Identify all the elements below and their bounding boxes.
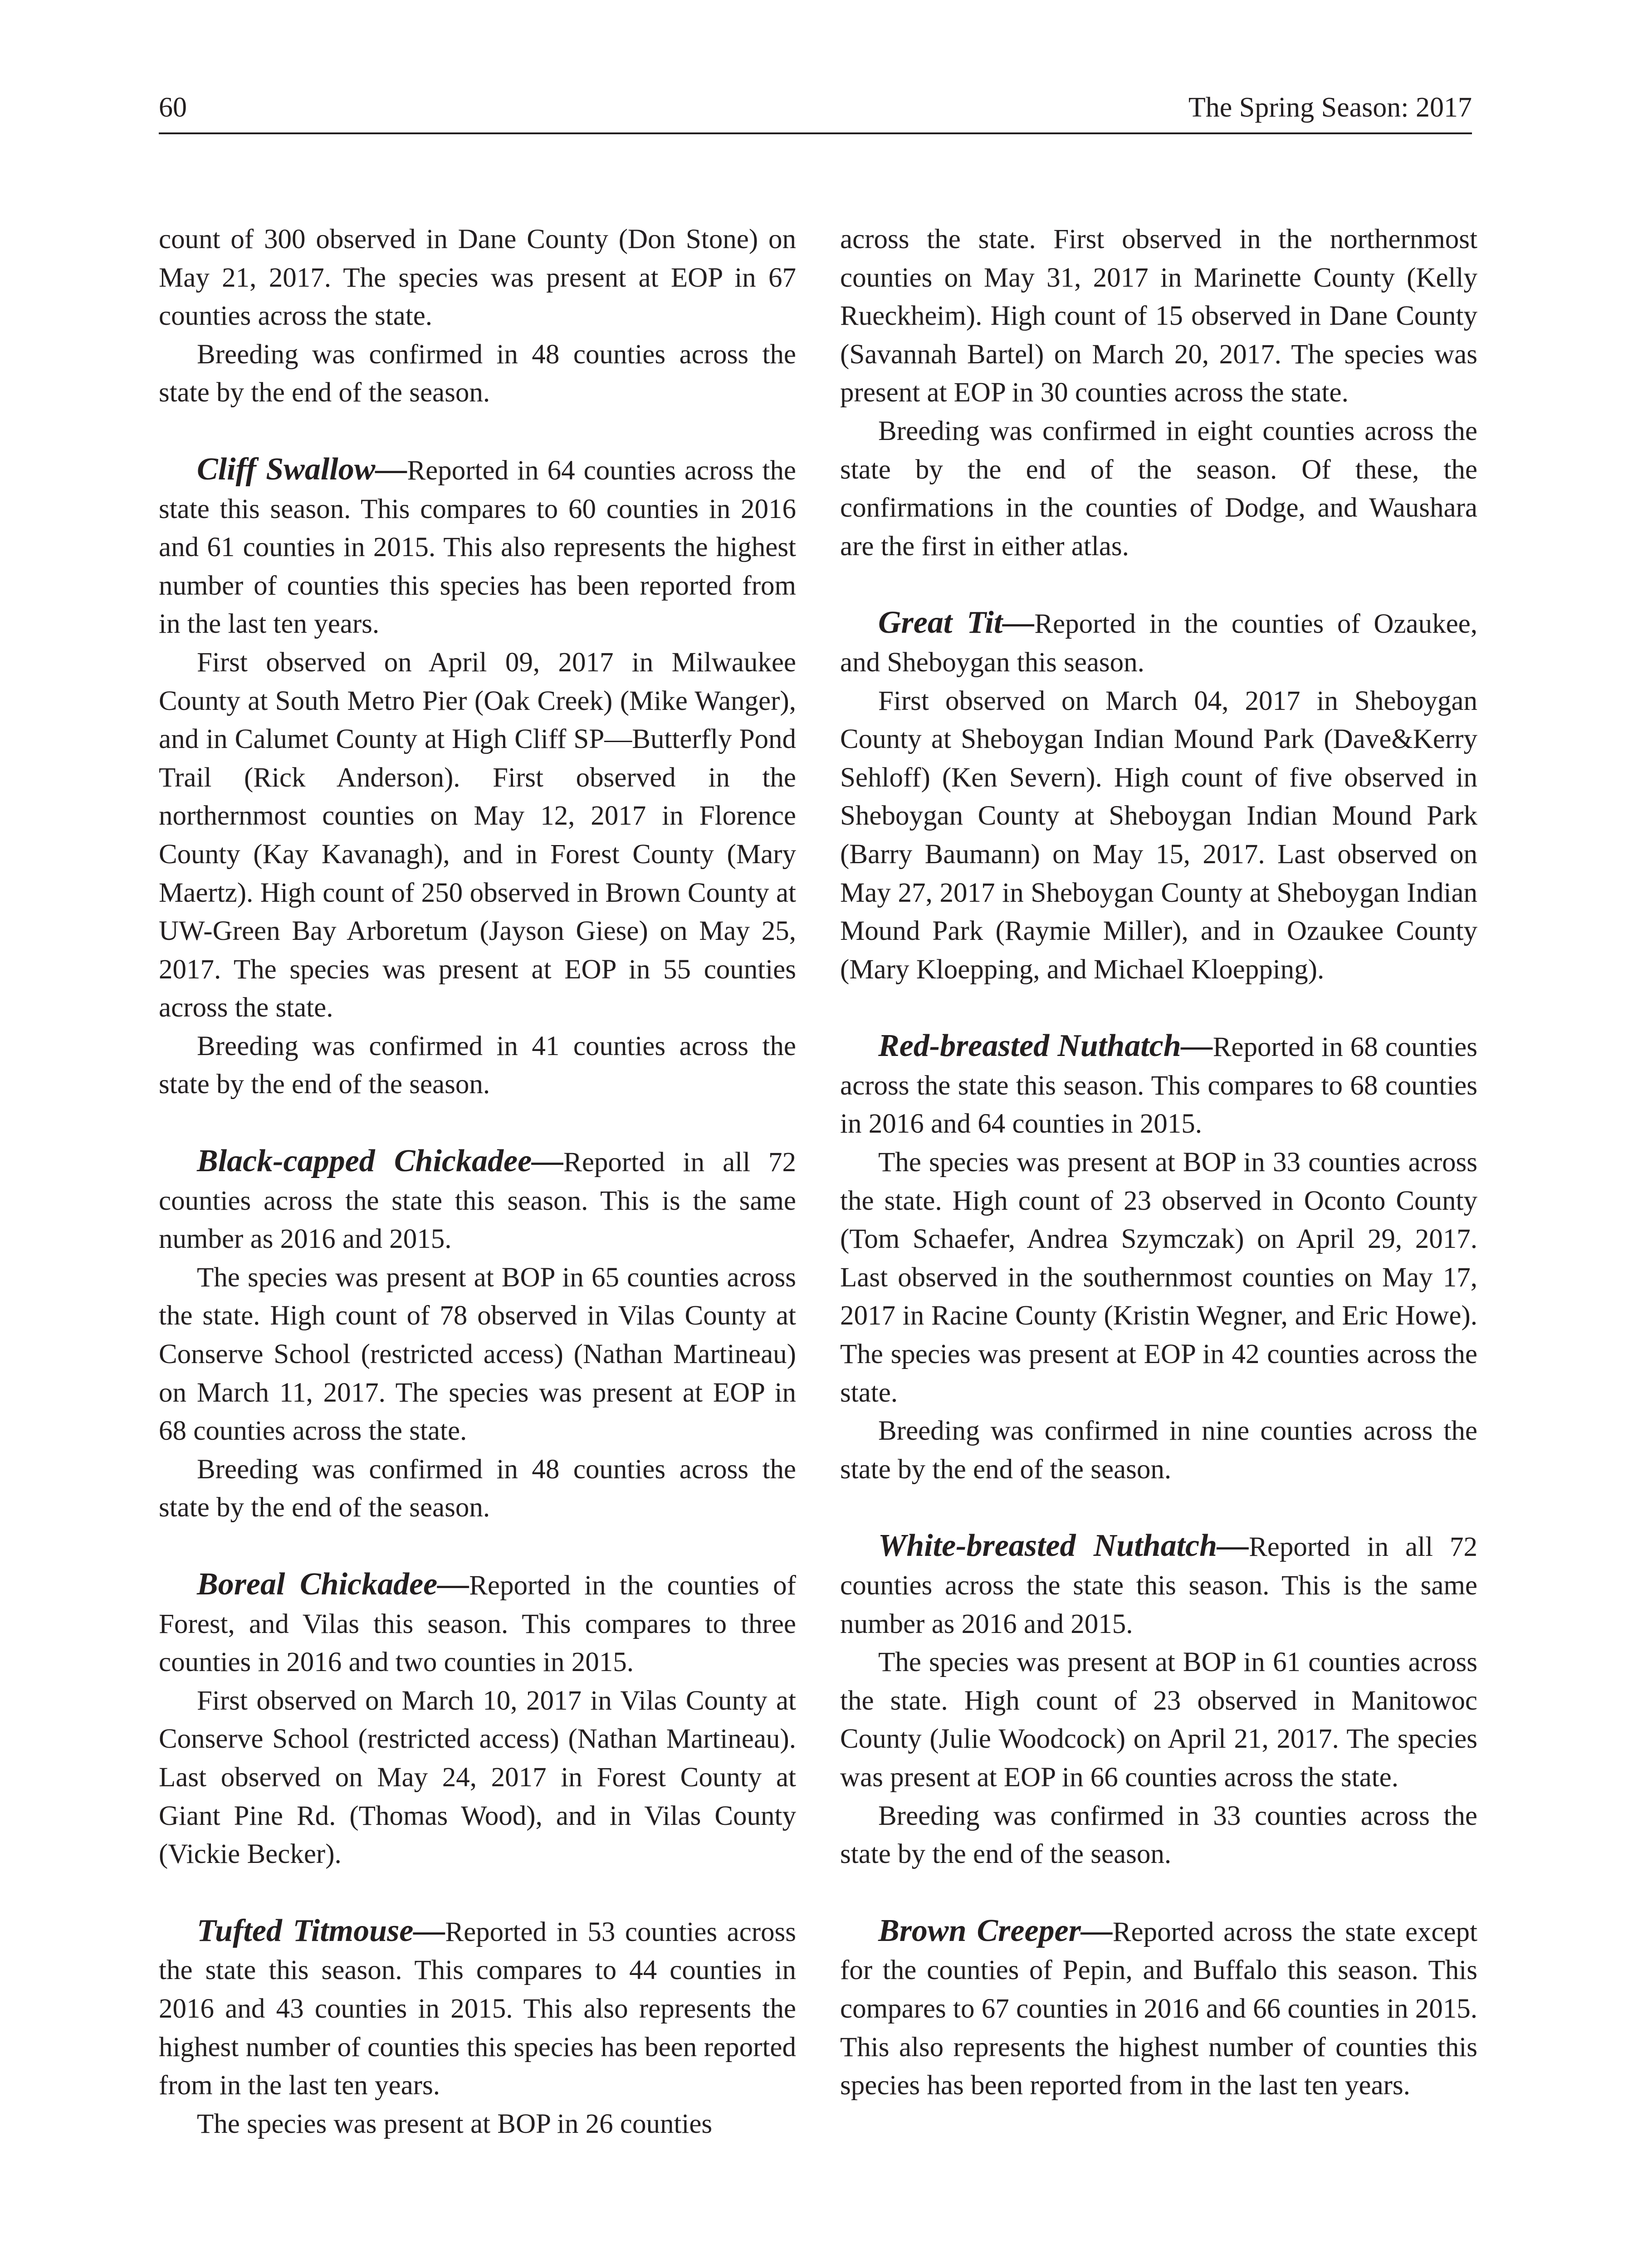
species-entry-red-breasted-nuthatch (840, 1027, 1477, 1144)
paragraph: First observed on March 04, 2017 in Sheboygan County at Sheboygan Indian Mound Park (Dave&Kerry Sehloff) (Ken Severn). High count of five observed in Sheboygan County at Sheboygan Indian Mound Park (Barry Baumann) on May 15, 2017. Last observed on May 27, 2017 in Sheboygan County at Sheboygan Indian Mound Park (Raymie Miller), and in Ozaukee County (Mary Kloepping, and Michael Kloepping). (840, 685, 1477, 985)
species-intro: Reported in all 72 counties across the state this season. This is the same number as 2016 and 2015. (840, 1532, 1478, 1639)
species-name: Great Tit— (878, 605, 1035, 640)
paragraph: Breeding was confirmed in 33 counties across the state by the end of the season. (840, 1800, 1477, 1870)
paragraph: Breeding was confirmed in 41 counties across the state by the end of the season. (159, 1031, 796, 1100)
left-column (159, 220, 796, 2143)
paragraph: count of 300 observed in Dane County (Don Stone) on May 21, 2017. The species was present at EOP in 67 counties across the state. (159, 224, 796, 332)
species-name: Black-capped Chickadee— (197, 1144, 564, 1179)
species-name: Tufted Titmouse— (197, 1913, 445, 1948)
paragraph: The species was present at BOP in 65 counties across the state. High count of 78 observed in Vilas County at Conserve School (restricted access) (Nathan Martineau) on March 11, 2017. The species was present at EOP in 68 counties across the state. (159, 1262, 796, 1447)
species-entry-boreal-chickadee (159, 1565, 796, 1682)
paragraph: Breeding was confirmed in 48 counties across the state by the end of the season. (159, 339, 796, 408)
species-name: Red-breasted Nuthatch— (878, 1028, 1213, 1064)
species-intro: Reported across the state except for the counties of Pepin, and Buffalo this season. This compares to 67 counties in 2016 and 66 counties in 2015. This also represents the highest number of counties this species has been reported from in the last ten years. (840, 1916, 1477, 2101)
right-column (840, 220, 1477, 2105)
paragraph: across the state. First observed in the northernmost counties on May 31, 2017 in Marinette County (Kelly Rueckheim). High count of 15 observed in Dane County (Savannah Bartel) on March 20, 2017. The species was present at EOP in 30 counties across the state. (840, 224, 1477, 408)
paragraph: The species was present at BOP in 61 counties across the state. High count of 23 observed in Manitowoc County (Julie Woodcock) on April 21, 2017. The species was present at EOP in 66 counties across the state. (840, 1647, 1477, 1793)
species-entry-white-breasted-nuthatch (840, 1527, 1477, 1643)
species-name: Cliff Swallow— (197, 451, 407, 487)
paragraph: Breeding was confirmed in 48 counties across the state by the end of the season. (159, 1454, 796, 1523)
page-number: 60 (159, 92, 187, 123)
species-intro: Reported in 64 counties across the state this season. This compares to 60 counties in 2016 and 61 counties in 2015. This also represents the highest number of counties this species has been reported from in the last ten years. (159, 455, 796, 640)
paragraph: First observed on April 09, 2017 in Milwaukee County at South Metro Pier (Oak Creek) (Mike Wanger), and in Calumet County at High Cliff SP—Butterfly Pond Trail (Rick Anderson). First observed in the northernmost counties on May 12, 2017 in Florence County (Kay Kavanagh), and in Forest County (Mary Maertz). High count of 250 observed in Brown County at UW-Green Bay Arboretum (Jayson Giese) on May 25, 2017. The species was present at EOP in 55 counties across the state. (159, 647, 796, 1023)
running-title: The Spring Season: 2017 (1188, 92, 1472, 123)
species-intro: Reported in 53 counties across the state this season. This compares to 44 counties in 2016 and 43 counties in 2015. This also represents the highest number of counties this species has been reported from in the last ten years. (159, 1916, 796, 2101)
paragraph: Breeding was confirmed in nine counties across the state by the end of the season. (840, 1416, 1477, 1485)
paragraph: First observed on March 10, 2017 in Vilas County at Conserve School (restricted access) (Nathan Martineau). Last observed on May 24, 2017 in Forest County at Giant Pine Rd. (Thomas Wood), and in Vilas County (Vickie Becker). (159, 1685, 796, 1870)
species-entry-great-tit (840, 604, 1477, 682)
paragraph: The species was present at BOP in 33 counties across the state. High count of 23 observed in Oconto County (Tom Schaefer, Andrea Szymczak) on April 29, 2017. Last observed in the southernmost counties on May 17, 2017 in Racine County (Kristin Wegner, and Eric Howe). The species was present at EOP in 42 counties across the state. (840, 1147, 1477, 1408)
species-name: Brown Creeper— (878, 1913, 1113, 1948)
paragraph: Breeding was confirmed in eight counties across the state by the end of the season. Of these, the confirmations in the counties of Dodge, and Waushara are the first in either atlas. (840, 415, 1477, 562)
species-intro: Reported in 68 counties across the state this season. This compares to 68 counties in 2016 and 64 counties in 2015. (840, 1032, 1477, 1139)
paragraph: The species was present at BOP in 26 counties (197, 2108, 713, 2139)
species-entry-brown-creeper (840, 1912, 1477, 2105)
species-intro: Reported in all 72 counties across the state this season. This is the same number as 2016 and 2015. (159, 1147, 797, 1255)
species-intro: Reported in the counties of Forest, and Vilas this season. This compares to three counties in 2016 and two counties in 2015. (159, 1570, 796, 1678)
species-intro: Reported in the counties of Ozaukee, and Sheboygan this season. (840, 609, 1478, 678)
page-header (159, 87, 1472, 134)
species-name: Boreal Chickadee— (197, 1567, 469, 1602)
species-entry-black-capped-chickadee (159, 1142, 796, 1259)
species-entry-cliff-swallow (159, 450, 796, 644)
species-entry-tufted-titmouse (159, 1912, 796, 2105)
species-name: White-breasted Nuthatch— (878, 1528, 1249, 1564)
